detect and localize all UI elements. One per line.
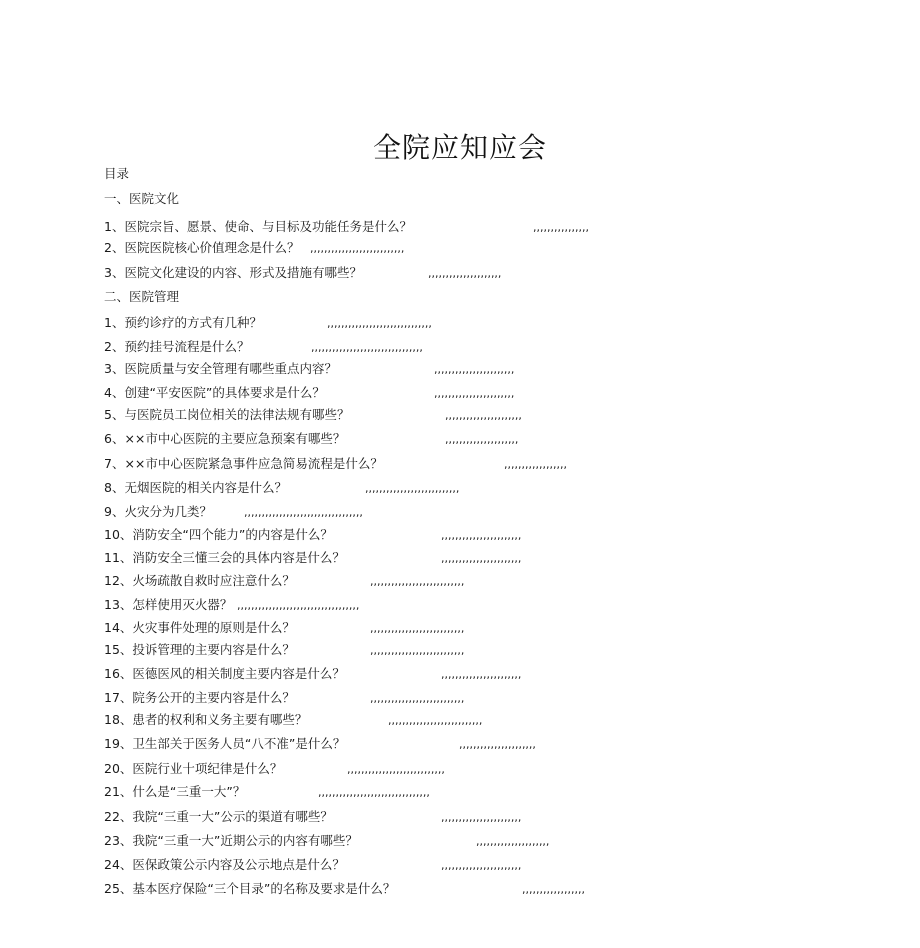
item-number: 18、 (104, 712, 133, 727)
item-text: 医院行业十项纪律是什么？ (132, 761, 283, 776)
item-dots: ,,,,,,,,,,,,,,,,,,,,,, (459, 738, 536, 751)
toc-item (104, 761, 282, 777)
item-number: 3、 (104, 265, 125, 280)
item-dots: ,,,,,,,,,,,,,,,,,,,,,,,,,,,, (347, 763, 445, 776)
item-number: 2、 (104, 339, 125, 354)
item-text: 医院医院核心价值理念是什么？ (124, 240, 300, 255)
item-dots: ,,,,,,,,,,,,,,,,,,,,,,,,,,, (370, 692, 465, 705)
item-text: 医院质量与安全管理有哪些重点内容？ (124, 361, 337, 376)
item-number: 8、 (104, 480, 125, 495)
item-text: 消防安全三懂三会的具体内容是什么？ (132, 550, 345, 565)
item-text: 医德医风的相关制度主要内容是什么？ (132, 666, 345, 681)
toc-item (104, 527, 333, 543)
item-text: 医保政策公示内容及公示地点是什么？ (132, 857, 345, 872)
toc-item (104, 407, 349, 423)
document-title: 全院应知应会 (372, 131, 547, 164)
item-text: 预约诊疗的方式有几种？ (124, 315, 262, 330)
toc-item (104, 690, 295, 706)
item-number: 24、 (104, 857, 133, 872)
item-text: 医院文化建设的内容、形式及措施有哪些？ (124, 265, 362, 280)
item-text: 院务公开的主要内容是什么？ (132, 690, 295, 705)
item-text: 我院“三重一大”近期公示的内容有哪些？ (132, 833, 358, 848)
item-number: 6、 (104, 431, 125, 446)
toc-item (104, 736, 345, 752)
toc-item (104, 809, 333, 825)
toc-item (104, 219, 412, 235)
toc-item (104, 504, 212, 520)
item-number: 1、 (104, 315, 125, 330)
toc-item (104, 784, 245, 800)
item-text: 火灾分为几类？ (124, 504, 212, 519)
toc-item (104, 712, 307, 728)
toc-item (104, 620, 295, 636)
item-dots: ,,,,,,,,,,,,,,,,,,,,, (428, 267, 502, 280)
item-text: 消防安全“四个能力”的内容是什么？ (132, 527, 333, 542)
toc-item (104, 265, 362, 281)
item-dots: ,,,,,,,,,,,,,,,,,,,,,,,,,,,,,,,, (318, 786, 430, 799)
item-number: 15、 (104, 642, 133, 657)
item-dots: ,,,,,,,,,,,,,,,,,,,,,,,,,,, (310, 242, 405, 255)
item-number: 10、 (104, 527, 133, 542)
item-dots: ,,,,,,,,,,,,,,,,,,,,,,, (441, 668, 522, 681)
item-dots: ,,,,,,,,,,,,,,,,,,,,,,, (441, 529, 522, 542)
item-dots: ,,,,,,,,,,,,,,,,,,,,,,,,,,, (370, 575, 465, 588)
item-number: 9、 (104, 504, 125, 519)
item-number: 22、 (104, 809, 133, 824)
item-text: 怎样使用灭火器？ (132, 597, 233, 612)
item-dots: ,,,,,,,,,,,,,,,,,,,,,,,,,,,,,,,, (311, 341, 423, 354)
item-dots: ,,,,,,,,,,,,,,,,,,,,,,,,,,, (370, 622, 465, 635)
item-number: 25、 (104, 881, 133, 896)
item-text: 基本医疗保险“三个目录”的名称及要求是什么？ (132, 881, 396, 896)
item-dots: ,,,,,,,,,,,,,,,,,,,,,,, (434, 387, 515, 400)
item-text: 与医院员工岗位相关的法律法规有哪些？ (124, 407, 350, 422)
item-number: 17、 (104, 690, 133, 705)
item-dots: ,,,,,,,,,,,,,,,,,,,,,,,,,,,,,,,,,,, (237, 599, 360, 612)
item-number: 3、 (104, 361, 125, 376)
item-number: 23、 (104, 833, 133, 848)
toc-item (104, 361, 337, 377)
item-text: 患者的权利和义务主要有哪些？ (132, 712, 308, 727)
toc-item (104, 857, 345, 873)
item-number: 16、 (104, 666, 133, 681)
toc-item (104, 573, 295, 589)
toc-item (104, 240, 299, 256)
item-text: 我院“三重一大”公示的渠道有哪些？ (132, 809, 333, 824)
item-number: 13、 (104, 597, 133, 612)
toc-item (104, 666, 345, 682)
item-number: 5、 (104, 407, 125, 422)
item-number: 2、 (104, 240, 125, 255)
item-text: 火场疏散自救时应注意什么？ (132, 573, 295, 588)
item-text: 创建“平安医院”的具体要求是什么？ (124, 385, 325, 400)
toc-item (104, 431, 345, 447)
item-number: 21、 (104, 784, 133, 799)
item-number: 1、 (104, 219, 125, 234)
item-dots: ,,,,,,,,,,,,,,,,,, (522, 883, 585, 896)
toc-item (104, 456, 383, 472)
section-heading-culture: 一、医院文化 (104, 191, 180, 206)
item-text: ××市中心医院的主要应急预案有哪些？ (124, 431, 346, 446)
item-text: ××市中心医院紧急事件应急简易流程是什么？ (124, 456, 383, 471)
item-text: 预约挂号流程是什么？ (124, 339, 250, 354)
item-dots: ,,,,,,,,,,,,,,,,,,,,, (476, 835, 550, 848)
section-heading-management: 二、医院管理 (104, 289, 180, 304)
toc-item (104, 550, 345, 566)
toc-item (104, 833, 358, 849)
toc-item (104, 597, 232, 613)
item-dots: ,,,,,,,,,,,,,,,,,, (504, 458, 567, 471)
item-number: 12、 (104, 573, 133, 588)
item-dots: ,,,,,,,,,,,,,,,,,,,,,,,,,,,,,, (327, 317, 432, 330)
item-dots: ,,,,,,,,,,,,,,,,,,,,, (445, 433, 519, 446)
toc-item (104, 642, 295, 658)
item-number: 14、 (104, 620, 133, 635)
item-number: 11、 (104, 550, 133, 565)
item-dots: ,,,,,,,,,,,,,,,,,,,,,,, (441, 811, 522, 824)
item-text: 无烟医院的相关内容是什么？ (124, 480, 287, 495)
item-text: 医院宗旨、愿景、使命、与目标及功能任务是什么？ (124, 219, 412, 234)
item-dots: ,,,,,,,,,,,,,,,,,,,,,,, (441, 552, 522, 565)
item-dots: ,,,,,,,,,,,,,,,,,,,,,,, (441, 859, 522, 872)
toc-item (104, 881, 395, 897)
item-number: 20、 (104, 761, 133, 776)
item-number: 19、 (104, 736, 133, 751)
toc-label: 目录 (104, 166, 130, 181)
item-dots: ,,,,,,,,,,,,,,,,,,,,,, (445, 409, 522, 422)
item-dots: ,,,,,,,,,,,,,,,,,,,,,,,,,,, (365, 482, 460, 495)
item-dots: ,,,,,,,,,,,,,,,,,,,,,,,,,,,,,,,,,, (244, 506, 363, 519)
toc-item (104, 385, 325, 401)
toc-item (104, 339, 249, 355)
item-text: 什么是“三重一大”？ (132, 784, 246, 799)
item-number: 4、 (104, 385, 125, 400)
item-dots: ,,,,,,,,,,,,,,,, (533, 221, 589, 234)
item-number: 7、 (104, 456, 125, 471)
item-text: 火灾事件处理的原则是什么？ (132, 620, 295, 635)
item-dots: ,,,,,,,,,,,,,,,,,,,,,,,,,,, (370, 644, 465, 657)
toc-item (104, 480, 287, 496)
item-text: 投诉管理的主要内容是什么？ (132, 642, 295, 657)
item-dots: ,,,,,,,,,,,,,,,,,,,,,,, (434, 363, 515, 376)
item-text: 卫生部关于医务人员“八不准”是什么？ (132, 736, 346, 751)
item-dots: ,,,,,,,,,,,,,,,,,,,,,,,,,,, (388, 714, 483, 727)
toc-item (104, 315, 262, 331)
